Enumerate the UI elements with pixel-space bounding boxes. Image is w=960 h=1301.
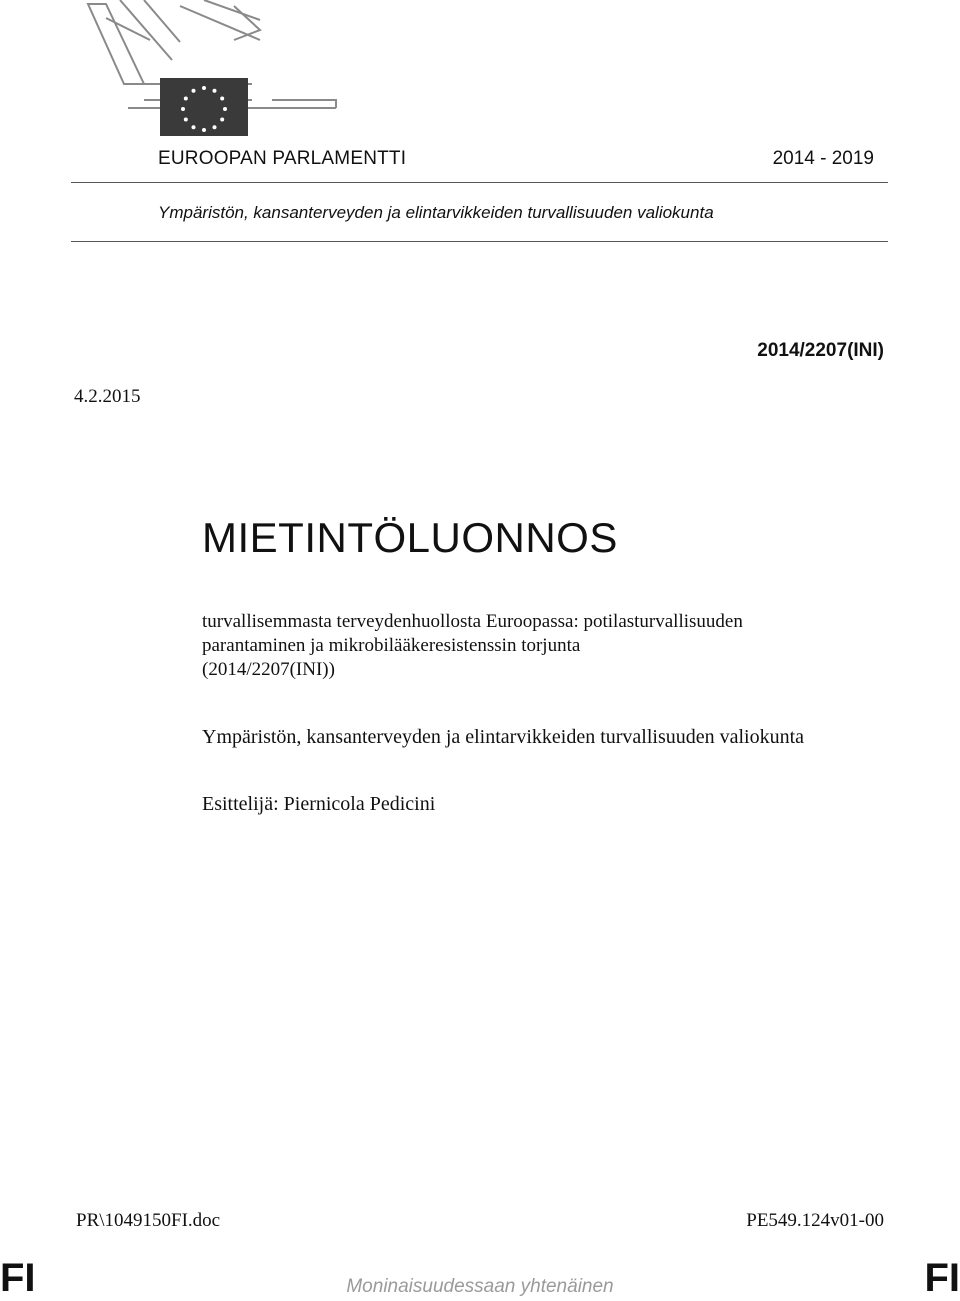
subject-line: turvallisemmasta terveydenhuollosta Euroopassa: potilasturvallisuuden (202, 611, 743, 632)
european-parliament-logo-icon (84, 0, 344, 140)
document-reference: PR\1049150FI.doc (76, 1210, 221, 1231)
institution-name: EUROOPAN PARLAMENTTI (158, 148, 407, 169)
document-date: 4.2.2015 (74, 386, 141, 407)
subject-line: (2014/2207(INI)) (202, 659, 335, 680)
language-code-left: FI (0, 1256, 36, 1300)
pe-reference: PE549.124v01-00 (746, 1210, 884, 1231)
parliamentary-term: 2014 - 2019 (772, 148, 874, 169)
subject-line: parantaminen ja mikrobilääkeresistenssin torjunta (202, 635, 581, 656)
procedure-number: 2014/2207(INI) (757, 340, 884, 361)
eu-motto: Moninaisuudessaan yhtenäinen (346, 1276, 614, 1297)
header-divider-bottom (71, 241, 888, 242)
report-subject (202, 610, 862, 682)
committee-header: Ympäristön, kansanterveyden ja elintarvikkeiden turvallisuuden valiokunta (158, 203, 714, 222)
header-divider-top (71, 182, 888, 183)
document-title: MIETINTÖLUONNOS (202, 514, 618, 561)
rapporteur: Esittelijä: Piernicola Pedicini (202, 793, 436, 815)
committee-name: Ympäristön, kansanterveyden ja elintarvikkeiden turvallisuuden valiokunta (202, 726, 805, 748)
language-code-right: FI (924, 1256, 960, 1300)
